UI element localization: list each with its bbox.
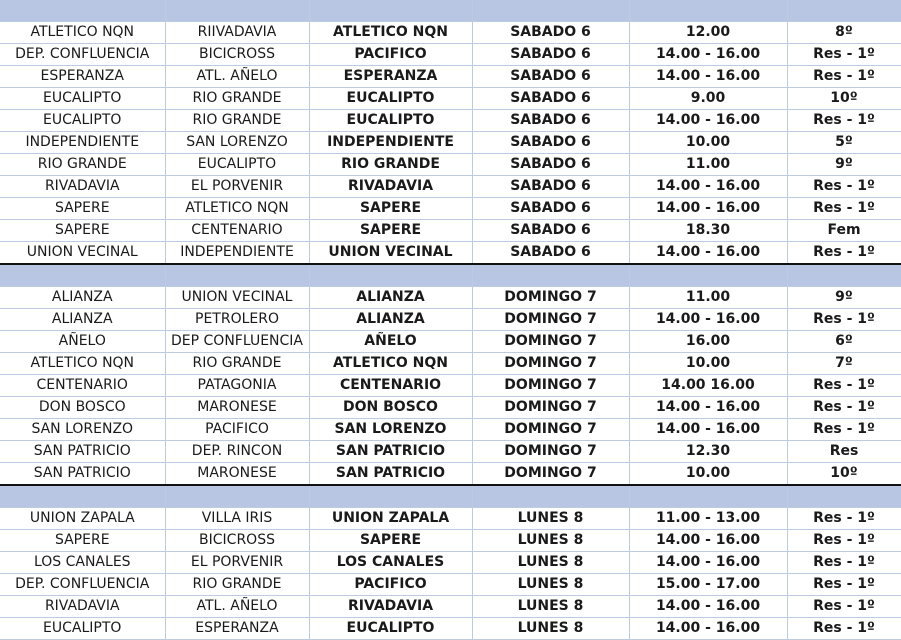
category-cell: 9º xyxy=(787,287,901,309)
table-row xyxy=(0,552,901,574)
away-team-cell: RIO GRANDE xyxy=(165,353,309,375)
time-cell: 10.00 xyxy=(629,132,787,154)
home-team-cell: ATLETICO NQN xyxy=(0,22,165,44)
day-cell: LUNES 8 xyxy=(472,530,629,552)
venue-cell: SAN PATRICIO xyxy=(309,463,472,486)
table-row xyxy=(0,287,901,309)
away-team-cell: DEP. RINCON xyxy=(165,441,309,463)
separator-cell xyxy=(309,485,472,508)
time-cell: 14.00 - 16.00 xyxy=(629,618,787,640)
category-cell: 9º xyxy=(787,154,901,176)
day-cell: SABADO 6 xyxy=(472,132,629,154)
section-separator-band xyxy=(0,264,901,287)
category-cell: Fem xyxy=(787,220,901,242)
day-cell: LUNES 8 xyxy=(472,552,629,574)
separator-cell xyxy=(629,485,787,508)
home-team-cell: UNION VECINAL xyxy=(0,242,165,265)
away-team-cell: VILLA IRIS xyxy=(165,508,309,530)
venue-cell: UNION ZAPALA xyxy=(309,508,472,530)
home-team-cell: DON BOSCO xyxy=(0,397,165,419)
category-cell: Res - 1º xyxy=(787,176,901,198)
time-cell: 14.00 - 16.00 xyxy=(629,44,787,66)
category-cell: Res - 1º xyxy=(787,530,901,552)
separator-cell xyxy=(472,264,629,287)
away-team-cell: ATL. AÑELO xyxy=(165,596,309,618)
table-row xyxy=(0,463,901,486)
table-row xyxy=(0,441,901,463)
time-cell: 11.00 - 13.00 xyxy=(629,508,787,530)
home-team-cell: SAN PATRICIO xyxy=(0,441,165,463)
home-team-cell: SAPERE xyxy=(0,198,165,220)
day-cell: DOMINGO 7 xyxy=(472,309,629,331)
venue-cell: ATLETICO NQN xyxy=(309,353,472,375)
separator-cell xyxy=(629,264,787,287)
venue-cell: SAPERE xyxy=(309,220,472,242)
category-cell: Res - 1º xyxy=(787,242,901,265)
category-cell: 6º xyxy=(787,331,901,353)
table-row xyxy=(0,419,901,441)
home-team-cell: AÑELO xyxy=(0,331,165,353)
table-row xyxy=(0,618,901,640)
day-cell: DOMINGO 7 xyxy=(472,419,629,441)
time-cell: 11.00 xyxy=(629,154,787,176)
day-cell: SABADO 6 xyxy=(472,242,629,265)
home-team-cell: UNION ZAPALA xyxy=(0,508,165,530)
table-row xyxy=(0,110,901,132)
away-team-cell: RIIVADAVIA xyxy=(165,22,309,44)
home-team-cell: ALIANZA xyxy=(0,309,165,331)
time-cell: 14.00 - 16.00 xyxy=(629,530,787,552)
venue-cell: RIO GRANDE xyxy=(309,154,472,176)
category-cell: Res - 1º xyxy=(787,419,901,441)
day-cell: SABADO 6 xyxy=(472,44,629,66)
away-team-cell: UNION VECINAL xyxy=(165,287,309,309)
day-cell: SABADO 6 xyxy=(472,220,629,242)
venue-cell: INDEPENDIENTE xyxy=(309,132,472,154)
time-cell: 11.00 xyxy=(629,287,787,309)
home-team-cell: LOS CANALES xyxy=(0,552,165,574)
category-cell: Res - 1º xyxy=(787,552,901,574)
time-cell: 14.00 - 16.00 xyxy=(629,397,787,419)
day-cell: DOMINGO 7 xyxy=(472,441,629,463)
away-team-cell: RIO GRANDE xyxy=(165,110,309,132)
home-team-cell: RIVADAVIA xyxy=(0,596,165,618)
time-cell: 14.00 - 16.00 xyxy=(629,176,787,198)
table-row xyxy=(0,22,901,44)
section-separator-band xyxy=(0,0,901,22)
table-row xyxy=(0,242,901,265)
time-cell: 14.00 - 16.00 xyxy=(629,419,787,441)
separator-cell xyxy=(0,264,165,287)
day-cell: DOMINGO 7 xyxy=(472,287,629,309)
category-cell: Res - 1º xyxy=(787,110,901,132)
venue-cell: LOS CANALES xyxy=(309,552,472,574)
venue-cell: UNION VECINAL xyxy=(309,242,472,265)
away-team-cell: ESPERANZA xyxy=(165,618,309,640)
separator-cell xyxy=(787,264,901,287)
separator-cell xyxy=(165,0,309,22)
table-row xyxy=(0,397,901,419)
home-team-cell: EUCALIPTO xyxy=(0,110,165,132)
home-team-cell: SAPERE xyxy=(0,530,165,552)
category-cell: 7º xyxy=(787,353,901,375)
table-row xyxy=(0,331,901,353)
table-row xyxy=(0,530,901,552)
table-row xyxy=(0,88,901,110)
table-row xyxy=(0,508,901,530)
category-cell: 10º xyxy=(787,463,901,486)
venue-cell: ALIANZA xyxy=(309,309,472,331)
venue-cell: SAN PATRICIO xyxy=(309,441,472,463)
time-cell: 16.00 xyxy=(629,331,787,353)
time-cell: 14.00 - 16.00 xyxy=(629,242,787,265)
venue-cell: EUCALIPTO xyxy=(309,618,472,640)
time-cell: 14.00 - 16.00 xyxy=(629,309,787,331)
day-cell: SABADO 6 xyxy=(472,88,629,110)
time-cell: 15.00 - 17.00 xyxy=(629,574,787,596)
category-cell: Res - 1º xyxy=(787,618,901,640)
time-cell: 14.00 - 16.00 xyxy=(629,66,787,88)
category-cell: Res - 1º xyxy=(787,508,901,530)
venue-cell: ALIANZA xyxy=(309,287,472,309)
separator-cell xyxy=(165,485,309,508)
home-team-cell: DEP. CONFLUENCIA xyxy=(0,44,165,66)
day-cell: DOMINGO 7 xyxy=(472,397,629,419)
away-team-cell: INDEPENDIENTE xyxy=(165,242,309,265)
table-row xyxy=(0,596,901,618)
category-cell: Res - 1º xyxy=(787,574,901,596)
day-cell: DOMINGO 7 xyxy=(472,463,629,486)
venue-cell: PACIFICO xyxy=(309,574,472,596)
home-team-cell: SAN PATRICIO xyxy=(0,463,165,486)
venue-cell: CENTENARIO xyxy=(309,375,472,397)
day-cell: LUNES 8 xyxy=(472,618,629,640)
day-cell: DOMINGO 7 xyxy=(472,353,629,375)
home-team-cell: RIO GRANDE xyxy=(0,154,165,176)
time-cell: 14.00 - 16.00 xyxy=(629,198,787,220)
category-cell: Res - 1º xyxy=(787,66,901,88)
away-team-cell: BICICROSS xyxy=(165,44,309,66)
away-team-cell: MARONESE xyxy=(165,397,309,419)
separator-cell xyxy=(472,485,629,508)
table-row xyxy=(0,198,901,220)
away-team-cell: SAN LORENZO xyxy=(165,132,309,154)
venue-cell: RIVADAVIA xyxy=(309,596,472,618)
day-cell: SABADO 6 xyxy=(472,198,629,220)
category-cell: Res - 1º xyxy=(787,596,901,618)
home-team-cell: ATLETICO NQN xyxy=(0,353,165,375)
day-cell: SABADO 6 xyxy=(472,110,629,132)
venue-cell: DON BOSCO xyxy=(309,397,472,419)
table-row xyxy=(0,154,901,176)
away-team-cell: ATLETICO NQN xyxy=(165,198,309,220)
venue-cell: EUCALIPTO xyxy=(309,110,472,132)
day-cell: LUNES 8 xyxy=(472,574,629,596)
venue-cell: AÑELO xyxy=(309,331,472,353)
away-team-cell: EL PORVENIR xyxy=(165,176,309,198)
time-cell: 9.00 xyxy=(629,88,787,110)
home-team-cell: EUCALIPTO xyxy=(0,88,165,110)
day-cell: SABADO 6 xyxy=(472,66,629,88)
away-team-cell: PACIFICO xyxy=(165,419,309,441)
venue-cell: PACIFICO xyxy=(309,44,472,66)
category-cell: Res - 1º xyxy=(787,397,901,419)
venue-cell: SAPERE xyxy=(309,198,472,220)
home-team-cell: INDEPENDIENTE xyxy=(0,132,165,154)
table-row xyxy=(0,220,901,242)
category-cell: Res - 1º xyxy=(787,44,901,66)
time-cell: 14.00 16.00 xyxy=(629,375,787,397)
separator-cell xyxy=(165,264,309,287)
time-cell: 10.00 xyxy=(629,353,787,375)
home-team-cell: ALIANZA xyxy=(0,287,165,309)
away-team-cell: EUCALIPTO xyxy=(165,154,309,176)
away-team-cell: BICICROSS xyxy=(165,530,309,552)
day-cell: DOMINGO 7 xyxy=(472,331,629,353)
section-separator-band xyxy=(0,485,901,508)
table-row xyxy=(0,176,901,198)
separator-cell xyxy=(787,485,901,508)
home-team-cell: DEP. CONFLUENCIA xyxy=(0,574,165,596)
venue-cell: SAPERE xyxy=(309,530,472,552)
category-cell: Res xyxy=(787,441,901,463)
table-row xyxy=(0,353,901,375)
away-team-cell: PATAGONIA xyxy=(165,375,309,397)
table-row xyxy=(0,574,901,596)
separator-cell xyxy=(0,485,165,508)
away-team-cell: RIO GRANDE xyxy=(165,574,309,596)
category-cell: Res - 1º xyxy=(787,198,901,220)
away-team-cell: RIO GRANDE xyxy=(165,88,309,110)
separator-cell xyxy=(309,264,472,287)
time-cell: 14.00 - 16.00 xyxy=(629,596,787,618)
separator-cell xyxy=(787,0,901,22)
away-team-cell: DEP CONFLUENCIA xyxy=(165,331,309,353)
table-row xyxy=(0,375,901,397)
day-cell: DOMINGO 7 xyxy=(472,375,629,397)
separator-cell xyxy=(472,0,629,22)
table-row xyxy=(0,132,901,154)
category-cell: 8º xyxy=(787,22,901,44)
venue-cell: EUCALIPTO xyxy=(309,88,472,110)
home-team-cell: ESPERANZA xyxy=(0,66,165,88)
home-team-cell: EUCALIPTO xyxy=(0,618,165,640)
separator-cell xyxy=(629,0,787,22)
separator-cell xyxy=(0,0,165,22)
venue-cell: ATLETICO NQN xyxy=(309,22,472,44)
category-cell: Res - 1º xyxy=(787,375,901,397)
day-cell: LUNES 8 xyxy=(472,596,629,618)
time-cell: 10.00 xyxy=(629,463,787,486)
venue-cell: ESPERANZA xyxy=(309,66,472,88)
away-team-cell: CENTENARIO xyxy=(165,220,309,242)
table-row xyxy=(0,66,901,88)
separator-cell xyxy=(309,0,472,22)
day-cell: SABADO 6 xyxy=(472,154,629,176)
home-team-cell: SAPERE xyxy=(0,220,165,242)
home-team-cell: RIVADAVIA xyxy=(0,176,165,198)
away-team-cell: EL PORVENIR xyxy=(165,552,309,574)
venue-cell: SAN LORENZO xyxy=(309,419,472,441)
day-cell: LUNES 8 xyxy=(472,508,629,530)
day-cell: SABADO 6 xyxy=(472,176,629,198)
home-team-cell: CENTENARIO xyxy=(0,375,165,397)
time-cell: 14.00 - 16.00 xyxy=(629,552,787,574)
venue-cell: RIVADAVIA xyxy=(309,176,472,198)
table-row xyxy=(0,44,901,66)
away-team-cell: MARONESE xyxy=(165,463,309,486)
time-cell: 18.30 xyxy=(629,220,787,242)
time-cell: 12.00 xyxy=(629,22,787,44)
category-cell: 10º xyxy=(787,88,901,110)
away-team-cell: ATL. AÑELO xyxy=(165,66,309,88)
category-cell: 5º xyxy=(787,132,901,154)
time-cell: 14.00 - 16.00 xyxy=(629,110,787,132)
time-cell: 12.30 xyxy=(629,441,787,463)
day-cell: SABADO 6 xyxy=(472,22,629,44)
home-team-cell: SAN LORENZO xyxy=(0,419,165,441)
table-row xyxy=(0,309,901,331)
category-cell: Res - 1º xyxy=(787,309,901,331)
away-team-cell: PETROLERO xyxy=(165,309,309,331)
